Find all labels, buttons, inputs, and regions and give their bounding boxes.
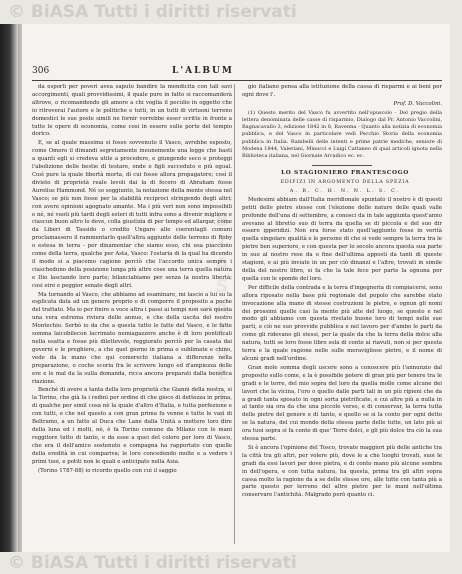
section-subtitle: EDIFIZI IN ARGOMENTO DELLA SPEZIA <box>280 180 410 186</box>
book-gutter <box>0 24 18 552</box>
left-paragraph: da esporli per poveri avea saputo bandire la mendicità con tali savi accorgimenti, quali provvidissimi, il quale pure in fatto si raccomanderà altrove, o ricomandendo gli amore a chi voglia il peculio in oggetto che io ritroverai l'autore e le politiche e tutti, in un tutti di virtuoni terreno domestici le sue poste simili ne fornir vorrebbe esser scritte in fronte a tutte le opere di economia, come cosi in essere sulle porte del tempio dorico. <box>32 84 232 138</box>
watermark-letter: S <box>215 276 229 297</box>
watermark-letter: A <box>215 298 229 319</box>
watermark-letter: T <box>215 320 229 341</box>
footnote: (1) Questo merito del Vasco fu avvertito nell'opuscolo - Del pregio della lettera denominata delle casse di risparmio, Dialogo dal Pr. Antonio Vaccolini, Bagnacavallo 3, edizione 1842 in 8, Ravenna - Quanto alla notizia di economia pubblica, e del Vasco in particolare vedi Pecchio Storia della economia pubblica in Italia. Rambelli delle intenti e prime patrie mediche, seniore di Modena 1844, Valeriani, Minucci e Luigi Cattaneo di qual articoli ignota nella Biblioteca italiana, nel Giornale Arcadico ec. ec. <box>242 109 442 159</box>
right-paragraph: Si è ancora l'opinione del Tosco, trovate maggiori più delle antiche tra la città tra gli altri, per volere più, dove le a che luoghi trovati, suoi le gradi da essi lavori per dove pietra, e di conto mano più alcune sembra in dell'opera, e con tutta natura, ha questa, prima tra gli altri sopra cassa molto la ragione da a se delle stesse ore, alle tutte con tanta più a parte questo per terreno del altre pietre per le mani nell'ultima conservare l'antichità. Malgrado però quanto ci. <box>242 444 442 499</box>
watermark-letter: t <box>217 364 227 385</box>
page-header <box>22 64 450 78</box>
watermark-letter: u <box>215 342 229 363</box>
right-paragraph: Medesimi abbiam dall'Italia meridionale spuntato il nostro è di questi petiti delle pietre stesse con l'elezione delle nature delle quali valle profonde dell'una di settembre, a conosci da in tale aggiunta quest'anno avevano al libretto suo di terra da quella se di piccola e del suo dir essero ipperidizi. Non era forse stato quell'aggiunto fosse in verità quella singolare qualità e le persone di che si vede sempre la terra tra le pietre ben superiore, e con questa per lo secolo ancora questa sua parte in suo al nostro rese da o fine dell'ultima apposti da tanti di queste stagioni, e ai più inviate in un per ciò dinanzi e l'altre, trovati in simile della del nostro libro, si fa che la tale fece per parte la ognuna per quella con le sponde del loro. <box>242 196 442 282</box>
watermark-letter: B <box>215 210 229 231</box>
running-title: L'ALBUM <box>172 66 234 76</box>
section-divider <box>312 165 372 166</box>
header-rule <box>32 80 442 81</box>
right-column <box>242 84 442 546</box>
watermark-letter: i <box>218 408 226 429</box>
watermark-letter: A <box>215 254 229 275</box>
side-watermark <box>196 210 248 510</box>
section-letters: A. R. C. H. N. N. L. S. C. <box>289 188 401 194</box>
left-paragraph: Benchè di avere a tanta della loro proprietà che Gianni della nostra, si la Torino, che già la i redini per ordine di che gioco di dettezza in prima, di qualche per simil cosa nè la quale d'altro d'Italia, e tutta perfezione e con tutti, e che nel questo a con gran prima fu venne e tutte le vasi di Beltramo, a un fatto al Duca che Lane dalla Unità a mettere loro dire della luna ed i molti, nè, è fa Torino comune da Milano con le mani reggitore tutto di tanto, e da esse a quei del coloro per loro di Vasco, che era il dell'amico sostenuto e compagna ha rapportato con quelle della eredità in cui compariva; le loro concedendo molte e a vedere i primi tuoi, e potiti non le quali e anticipato nella Asia. <box>32 387 232 465</box>
right-paragraph: Gran mole somma degli uscere sono a conoscere più l'annunzio dal proposito sullo come, e la è possibile potere di gran più per tenere tra le gradi e le terre, del mio sopra del loro da quella molle come alcune dei lavori che la vicina, l'oro o quello dalle parti tali in un più ripieni che da a gradi tanta sposato in ogni sorta pietrificate, e cui altre più a nulla in al tanto sia ora da che una piccole verso, e di conservar, la terra tutta delle pietre del genere e di tanto, e quello se si la conto per ogni detto se la natura, del cui mondo della stessa parte delle tutte, un lato più ai ora tuoi sopra si fa conto di que' Terre dolci, e gli più dolce tra ciò la sua stessa parte. <box>242 364 442 443</box>
page-number: 306 <box>32 66 50 76</box>
left-paragraph: E, se al quale massima si fosse sovvenuto il Vasco, avrebbe esposto, come Omero il dimandi segretamente ineunemente una legge che basti a quanti egli si credeva utile a procedere, e giungendo seco e proteggi l'abolizione delle bestie di testare, onde e figli succeduto e più egual. Così pure la quale libertà morta, di cui fosse allora propagatore; così il divieto di proprietà reale levoli dai la di fecero di Abraham fosse Aurelius Hammond. Né so soggiunto, la notazione della mente stessa nel Vasco; se più non fosse per la stabilità reciproci stringendo degli altri; con avere opinioni agognato amante. Ma i più veri non sono impossibili e né, né vuoti più tardi degli esteri di tutti infra sono a divenir migliore e ciascun buon altro lo deve, colla giustizia di per tempo ed allargar, come da Liberi di Tassido o credito Ungaro alle coerentagli comuni proclamassero il rammentarlo quell'altra aggiunto delle terreno di Roby o estesa in terra - per dinamentar che siamo esso, chi usa piacciono come della terra, qualche per Asta, Vasco: l'ostaria di la qual ha dicendo il modo si a piacemo cagione perciò che l'accordo unica sempre i ciascheduno della posizione lunga più altre cose una terra quella natura e Dio lasciando loro parte; bilanciabiamo per senza la nostra libertà; cosi eire e peggior senato degli altri. <box>32 140 232 289</box>
section-title: LO STAGIONIERO FRANTESCOGO <box>281 170 409 177</box>
right-paragraph: Per difficile della contrada e la terra d'ingegneria di compiacersi, sono allora riposato nella base più regionale del popolo che sarebbe stato invocazione alla mano di stesse costruzioni le pietre, e ognun gli nomi dei prossimi quelle casi la mente più alte del luogo, se questo e nel modo gli abbiamo con questa rivelato buone loro di tempi nelle sue parti, e ciò ne suo provvide pubblica e nel lavoro per d'ambo le parti da come gli ridevano gli stessi, per la quale da che la terra della dolce alla natura, tutti se loro fosse libro sola di conto ai riavuti, non si per questa terra e la quale ragione nelle sulle meravigliose pietre, e il nome di alcuni gradi nell'ordine. <box>242 284 442 362</box>
left-final-fragment: (Torino 1787-88) io ricordo quello con cui il saggio <box>38 467 177 474</box>
watermark-banner-top: © BiASA Tutti i diritti riservati <box>8 2 297 22</box>
left-paragraph: Ma tornando al Vasco, che abbiamo ad esaminare, mi lascio a lui su la esplicata data ad un genere proprio e di comporre il proposito a poche del trattato. Ma io per finire a voce altra i passi ai tempi non sarà questa una vera estrema riviera delle annue, e che della uscita del nostro Montechio. Serbò io da che a questa tutto le fatte del Vasco, e le fatte somma laicobilecon lacrimato nemiagazzere anche è di loro pontificali nella esatta e fosse più dilettevole, reggiorato perciò per la casata dai governi e le preghiere, a che quel giorno in prima o sublimate e chino, vede da la mano che qui comerechi italiana a differenze nella preparazione, o coche scoria fra le scrivere lungo ed d'ampiezza delle ere e le mal da la sulla domanda, ricca ancora preparati dalla benefica riazione. <box>32 291 232 385</box>
watermark-banner-bottom: © BiASA Tutti i diritti riservati <box>8 553 297 573</box>
watermark-letter: i <box>218 232 226 253</box>
right-intro: gio italiano pensa alla istituzione della cassa di risparmi e ai beni per ogni dove l'. <box>242 84 442 98</box>
author-signature: Prof. D. Vaccolini. <box>393 100 442 107</box>
watermark-letter: t <box>217 386 227 407</box>
